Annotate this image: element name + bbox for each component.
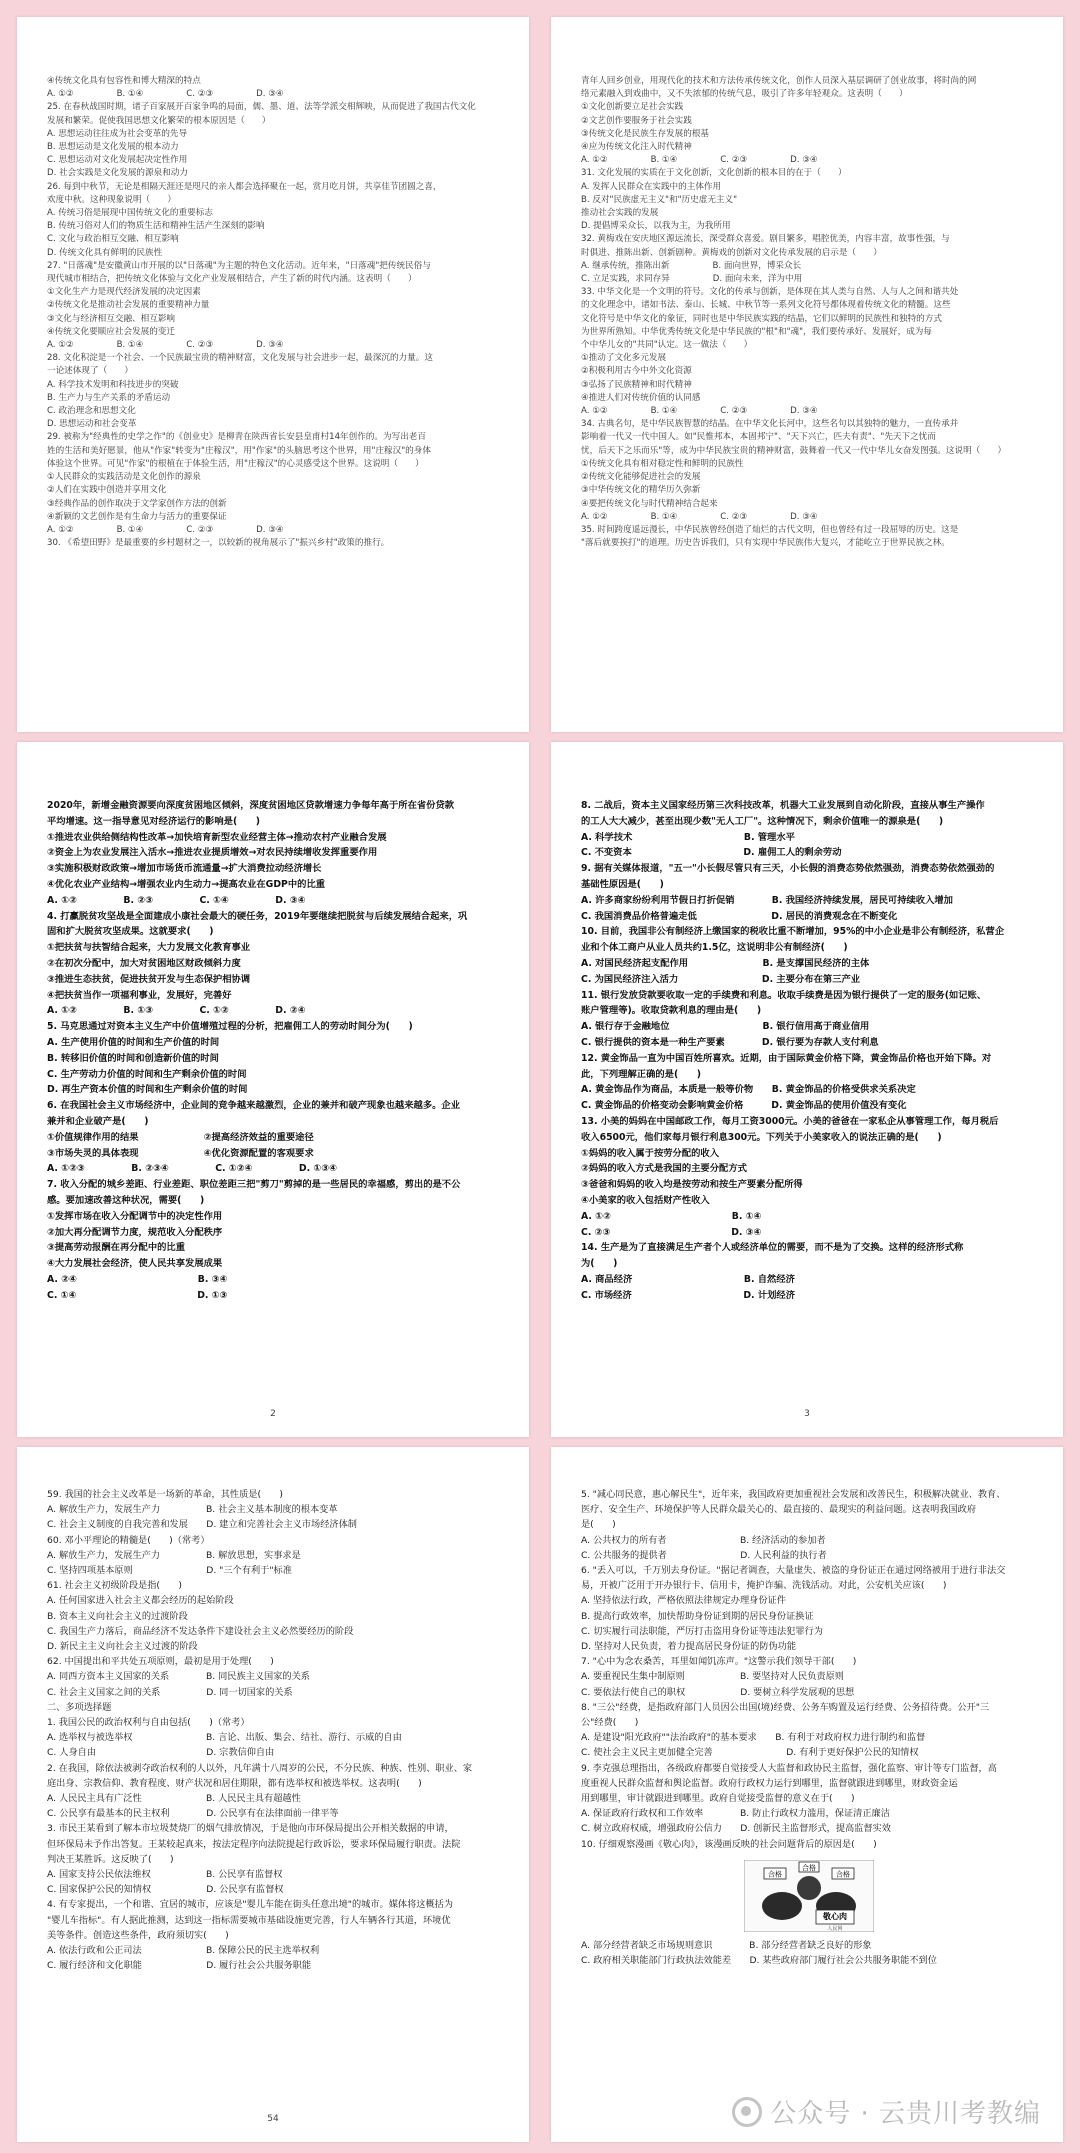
cartoon-drawing	[744, 1860, 874, 1932]
text-line: B. 转移旧价值的时间和创造新价值的时间	[47, 1052, 219, 1064]
text-line: ④传统文化要顺应社会发展的变迁	[47, 326, 176, 337]
text-line: C. ②③ D. ③④	[581, 1226, 762, 1238]
text-line: C. 履行经济和文化职能 D. 履行社会公共服务职能	[47, 1960, 312, 1972]
watermark	[732, 2093, 1041, 2130]
wechat-public-account-icon	[732, 2097, 762, 2127]
text-line: 32. 黄梅戏在安庆地区源远流长，深受群众喜爱。剧目繁多，唱腔优美，内容丰富，故事性强，与	[581, 234, 950, 245]
text-line: C. 不变资本 D. 雇佣工人的剩余劳动	[581, 847, 842, 859]
text-line: A. 人民民主具有广泛性 B. 人民民主具有超越性	[47, 1793, 301, 1805]
text-line: A. 思想运动往往成为社会变革的先导	[47, 128, 188, 139]
text-line: 2. 在我国，除依法被剥夺政治权利的人以外，凡年满十八周岁的公民，不分民族、种族、性别、职业、家	[47, 1762, 473, 1774]
text-line: 易，开被广泛用于开办银行卡、信用卡，掩护诈骗、洗钱活动。对此，公安机关应该( )	[581, 1580, 947, 1592]
text-line: C. 生产劳动力价值的时间和生产剩余价值的时间	[47, 1068, 247, 1080]
text-line: C. 公民享有最基本的民主权利 D. 公民享有在法律面前一律平等	[47, 1808, 339, 1820]
page-1	[17, 17, 529, 732]
text-line: 美等条件。创造这些条件，政府须切实( )	[47, 1929, 229, 1941]
text-line: 医疗、安全生产、环境保护等人民群众最关心的、最直接的、最现实的利益问题。这表明我国政府	[581, 1504, 977, 1516]
page-number: 3	[804, 1409, 810, 1419]
text-line: ②传统文化是推动社会发展的重要精神力量	[47, 300, 210, 311]
text-line: D. 传统文化具有鲜明的民族性	[47, 247, 163, 258]
text-line: 用到哪里，审计就跟进到哪里。政府自觉接受监督的意义在于( )	[581, 1793, 855, 1805]
text-line: 一论述体现了（ ）	[47, 366, 133, 377]
text-line: B. 反对"民族虚无主义"和"历史虚无主义"	[581, 194, 738, 205]
text-line: ①发挥市场在收入分配调节中的决定性作用	[47, 1210, 223, 1222]
text-line: 基础性原因是( )	[581, 878, 664, 890]
text-line: 2020年，新增金融资源要向深度贫困地区倾斜，深度贫困地区贷款增速力争每年高于所在省份贷款	[47, 800, 455, 811]
text-line: ③推进生态扶贫，促进扶贫开发与生态保护相协调	[47, 973, 251, 985]
text-line: 25. 在春秋战国时期，诸子百家展开百家争鸣的局面，儒、墨、道、法等学派交相辉映，从而促进了我国古代文化	[47, 102, 476, 113]
page-2	[551, 17, 1063, 732]
text-line: ④优化农业产业结构→增强农业内生动力→提高农业在GDP中的比重	[47, 878, 326, 890]
text-line: 的工人大大减少，甚至出现少数"无人工厂"。这种情况下，剩余价值唯一的源泉是( )	[581, 815, 944, 827]
text-line: C. 坚持四项基本原则 D. "三个有利于"标准	[47, 1565, 292, 1577]
text-line: 此，下列理解正确的是( )	[581, 1068, 702, 1080]
text-line: A. 科学技术发明和科技进步的突破	[47, 379, 179, 390]
text-line: 欢度中秋。这种现象说明（ ）	[47, 194, 176, 205]
text-line: B. 思想运动是文化发展的根本动力	[47, 142, 179, 153]
text-line: C. 要依法行使自己的职权 D. 要树立科学发展观的思想	[581, 1686, 855, 1698]
text-line: A. 部分经营者缺乏市场规则意识 B. 部分经营者缺乏良好的形象	[581, 1939, 872, 1951]
text-line: ①传统文化具有相对稳定性和鲜明的民族性	[581, 458, 744, 469]
text-line: 庭出身、宗教信仰、教育程度、财产状况和居住期限，都有选举权和被选举权。这表明( )	[47, 1777, 422, 1789]
text-line: ③弘扬了民族精神和时代精神	[581, 379, 692, 390]
text-line: A. 银行存于金融地位 B. 银行信用高于商业信用	[581, 1021, 870, 1033]
text-line: 6. "丢入可以，千万别去身份证。"据记者调查，大量虚失、被盗的身份证正在通过网络被用于进行非法交	[581, 1565, 1006, 1577]
text-line: ③传统文化是民族生存发展的根基	[581, 128, 710, 139]
text-line: C. 市场经济 D. 计划经济	[581, 1289, 796, 1301]
text-line: ①文化创新要立足社会实践	[581, 102, 684, 113]
page-number: 54	[267, 2114, 279, 2124]
text-line: ①妈妈的收入属于按劳分配的收入	[581, 1147, 720, 1159]
text-line: 判决王某胜诉。这反映了( )	[47, 1853, 174, 1865]
text-line: A. 科学技术 B. 管理水平	[581, 831, 795, 843]
text-line: 10. 目前，我国非公有制经济上缴国家的税收比重不断增加，95%的中小企业是非公有制经济，私营企	[581, 926, 1005, 938]
text-line: ①把扶贫与扶智结合起来，大力发展文化教育事业	[47, 942, 251, 954]
text-line: ③提高劳动报酬在再分配中的比重	[47, 1242, 186, 1254]
text-line: C. 人身自由 D. 宗教信仰自由	[47, 1747, 275, 1759]
text-line: C. 黄金饰品的价格变动会影响黄金价格 D. 黄金饰品的使用价值没有变化	[581, 1100, 907, 1112]
text-line: 33. 中华文化是一个文明的符号。文化的传承与创新，是体现在其人类与自然、人与人之间和谐共处	[581, 287, 959, 298]
cartoon-author: 人民网	[827, 1925, 843, 1932]
text-line: D. 提倡博采众长，以我为主，为我所用	[581, 221, 731, 232]
text-line: ①推进农业供给侧结构性改革→加快培育新型农业经营主体→推动农村产业融合发展	[47, 831, 387, 843]
text-line: ②传统文化能够促进社会的发展	[581, 472, 701, 483]
text-line: 体验这个世界。可见"作家"的根植在于体验生活，用"庄稼汉"的心灵感受这个世界。这说明（ ）	[47, 458, 424, 469]
text-line: ②人们在实践中创造并享用文化	[47, 485, 167, 496]
text-line: D. 再生产资本价值的时间和生产剩余价值的时间	[47, 1084, 248, 1096]
text-line: ①推动了文化多元发展	[581, 353, 667, 364]
text-line: 7. 收入分配的城乡差距、行业差距、职位差距三把"剪刀"剪掉的是一些居民的幸福感，剪出的是不公	[47, 1179, 461, 1191]
text-line: A. 要重视民生集中制原则 B. 要坚持对人民负责原则	[581, 1671, 844, 1683]
page-number: 2	[270, 1409, 276, 1419]
text-line: A. 依法行政和公正司法 B. 保障公民的民主选举权利	[47, 1945, 320, 1957]
sign-right-text: 合格	[836, 1870, 850, 1879]
text-line: 青年人回乡创业，用现代化的技术和方法传承传统文化，创作人员深入基层调研了创业故事，将时尚的网	[581, 76, 977, 86]
text-line: 姓的生活和美好愿景，他从"作家"转变为"庄稼汉"，用"作家"的头脑思考这个世界，用"庄稼汉"的身体	[47, 445, 431, 456]
text-line: C. 为国民经济注入活力 D. 主要分布在第三产业	[581, 973, 861, 985]
text-line: 收入6500元，他们家每月银行利息300元。下列关于小美家收入的说法正确的是( )	[581, 1131, 942, 1143]
text-line: 62. 中国提出和平共处五项原则，最初是用于处理( )	[47, 1656, 274, 1668]
text-line: 34. 古典名句，是中华民族智慧的结晶。在中华文化长河中，这些名句以其独特的魅力，一直传承并	[581, 419, 959, 430]
text-line: C. 政治理念和思想文化	[47, 406, 136, 417]
text-line: ④要把传统文化与时代精神结合起来	[581, 498, 718, 509]
text-line: A. ①② B. ①④	[581, 1210, 762, 1222]
text-line: 11. 银行发放贷款要收取一定的手续费和利息。收取手续费是因为银行提供了一定的服务(如记账、	[581, 989, 987, 1001]
text-line: C. 立足实践，求同存异 D. 面向未来，洋为中用	[581, 274, 803, 285]
text-line: 10. 仔细观察漫画《敬心肉》，该漫画反映的社会问题背后的原因是( )	[581, 1838, 877, 1850]
text-line: ③市场失灵的具体表现 ④优化资源配置的客观要求	[47, 1147, 314, 1159]
text-line: 13. 小美的妈妈在中国邮政工作，每月工资3000元。小美的爸爸在一家私企从事管理工作，每月税后	[581, 1115, 999, 1127]
text-line: 27. "日落魂"是安徽黄山市开展的以"日落魂"为主题的特色文化活动。近年来，"日落魂"把传统民俗与	[47, 260, 431, 271]
cartoon-caption: 敬心肉	[823, 1911, 847, 1921]
text-line: A. ①② B. ①④ C. ②③ D. ③④	[581, 155, 818, 166]
text-line: B. 传统习俗对人们的物质生活和精神生活产生深刻的影响	[47, 221, 265, 232]
text-line: A. 坚持依法行政，严格依照法律规定办理身份证件	[581, 1595, 786, 1607]
text-line: ③经典作品的创作取决于文学家创作方法的创新	[47, 498, 227, 509]
text-line: 文化符号是中华文化的象征，同时也是中华民族实践的结晶，它们以鲜明的民族性和独特的方式	[581, 313, 942, 324]
text-line: A. ②④ B. ③④	[47, 1273, 228, 1285]
text-line: D. 社会实践是文化发展的源泉和动力	[47, 168, 188, 179]
text-line: "落后就要挨打"的道理。历史告诉我们，只有实现中华民族伟大复兴，才能屹立于世界民族之林。	[581, 538, 950, 549]
text-line: A. 黄金饰品作为商品，本质是一般等价物 B. 黄金饰品的价格受供求关系决定	[581, 1084, 916, 1096]
watermark-text: 公众号 · 云贵川考教编	[770, 2099, 1041, 2129]
text-line: A. ①② B. ①④ C. ②③ D. ③④	[47, 89, 284, 100]
text-line: ③文化与经济相互交融、相互影响	[47, 313, 176, 324]
text-line: 4. 有专家提出，一个和谐、宜居的城市，应该是"婴儿车能在街头任意出境"的城市。媒体将这概括为	[47, 1899, 454, 1911]
text-line: 固和扩大脱贫攻坚成果。这就要求( )	[47, 926, 214, 938]
text-line: ③中华传统文化的精华历久弥新	[581, 485, 701, 496]
text-line: ④小美家的收入包括财产性收入	[581, 1194, 710, 1206]
text-line: 8. "三公"经费，是指政府部门人员因公出国(境)经费、公务车购置及运行经费、公务招待费。公开"三	[581, 1701, 990, 1713]
text-line: ①人民群众的实践活动是文化创作的源泉	[47, 472, 201, 483]
text-line: 为世界所熟知。中华优秀传统文化是中华民族的"根"和"魂"，我们要传承好、发展好，成为每	[581, 326, 932, 337]
text-line: ③实施积极财政政策→增加市场货币流通量→扩大消费拉动经济增长	[47, 863, 322, 875]
text-line: 平均增速。这一指导意见对经济运行的影响是( )	[47, 815, 261, 827]
page-3	[17, 742, 529, 1437]
text-line: B. 生产力与生产关系的矛盾运动	[47, 392, 171, 403]
text-line: C. 政府相关职能部门行政执法效能差 D. 某些政府部门履行社会公共服务职能不到位	[581, 1955, 937, 1967]
page-3-content	[47, 798, 503, 1304]
text-line: 个中华儿女的"共同"认定。这一做法（ ）	[581, 340, 753, 351]
text-line: ②积极利用古今中外文化资源	[581, 366, 692, 377]
text-line: C. 切实履行司法职能，严厉打击盗用身份证等违法犯罪行为	[581, 1625, 823, 1637]
page-2-content	[581, 75, 1037, 550]
text-line: C. 国家保护公民的知情权 D. 公民享有监督权	[47, 1884, 284, 1896]
text-line: D. 思想运动和社会变革	[47, 419, 137, 430]
text-line: C. 银行提供的资本是一种生产要素 D. 银行要为存款人支付利息	[581, 1036, 879, 1048]
text-line: A. 解放生产力，发展生产力 B. 解放思想，实事求是	[47, 1549, 301, 1561]
text-line: ②文艺创作要服务于社会实践	[581, 115, 692, 126]
text-line: ③爸爸和妈妈的收入均是按劳动和按生产要素分配所得	[581, 1179, 803, 1191]
text-line: 1. 我国公民的政治权利与自由包括( )（常考）	[47, 1717, 250, 1729]
text-line: B. 资本主义向社会主义的过渡阶段	[47, 1610, 188, 1622]
text-line: B. 提高行政效率，加快帮助身份证到期的居民身份证换证	[581, 1610, 814, 1622]
text-line: ②资金上为农业发展注入活水→推进农业提质增效→对农民持续增收发挥重要作用	[47, 847, 378, 859]
text-line: A. ①② B. ①③ C. ①② D. ②④	[47, 1005, 306, 1017]
sign-left-text: 合格	[768, 1870, 782, 1879]
text-line: ①价值规律作用的结果 ②提高经济效益的重要途径	[47, 1131, 314, 1143]
text-line: ②加大再分配调节力度，规范收入分配秩序	[47, 1226, 223, 1238]
text-line: 60. 邓小平理论的精髓是( )（常考）	[47, 1534, 210, 1546]
text-line: C. 我国消费品价格普遍走低 D. 居民的消费观念在不断变化	[581, 910, 898, 922]
text-line: ④推进人们对传统价值的认同感	[581, 392, 701, 403]
text-line: A. 传统习俗是展现中国传统文化的重要标志	[47, 208, 213, 219]
text-line: 但环保局未予作出答复。王某较起真来，按法定程序向法院提起行政诉讼，要求环保局履行职责。法院	[47, 1838, 461, 1850]
text-line: A. ①② B. ①④ C. ②③ D. ③④	[581, 406, 818, 417]
text-line: C. 社会主义国家之间的关系 D. 同一切国家的关系	[47, 1686, 293, 1698]
text-line: ②在初次分配中，加大对贫困地区财政倾斜力度	[47, 957, 241, 969]
text-line: 感。要加速改善这种状况，需要( )	[47, 1194, 205, 1206]
cartoon-illustration	[744, 1860, 874, 1932]
text-line: 5. "减心同民意，惠心解民生"，近年来，我国政府更加重视社会发展和改善民生，积极解决就业、教育、	[581, 1489, 1006, 1500]
sign-center-text: 合格	[802, 1863, 816, 1872]
text-line: 兼并和企业破产是( )	[47, 1115, 149, 1127]
text-line: A. ①② B. ①④ C. ②③ D. ③④	[47, 340, 284, 351]
text-line: 7. "心中为念农桑苦，耳里如闻饥冻声。"这警示我们领导干部( )	[581, 1656, 857, 1668]
text-line: 28. 文化积淀是一个社会、一个民族最宝贵的精神财富，文化发展与社会进步一起，最深沉的力量。这	[47, 353, 433, 364]
text-line: 是( )	[581, 1519, 616, 1531]
text-line: ④大力发展社会经济，使人民共享发展成果	[47, 1258, 223, 1270]
text-line: 14. 生产是为了直接满足生产者个人或经济单位的需要，而不是为了交换。这样的经济形式称	[581, 1242, 964, 1254]
text-line: A. 许多商家纷纷利用节假日打折促销 B. 我国经济持续发展，居民可持续收入增加	[581, 894, 953, 906]
text-line: A. 生产使用价值的时间和生产价值的时间	[47, 1036, 220, 1048]
text-line: 度重视人民群众监督和舆论监督。政府行政权力运行到哪里，监督就跟进到哪里，财政资金运	[581, 1777, 958, 1789]
text-line: 31. 文化发展的实质在于文化创新，文化创新的根本目的在于（ ）	[581, 168, 847, 179]
text-line: A. 是建设"阳光政府""法治政府"的基本要求 B. 有利于对政府权力进行制约和监督	[581, 1732, 926, 1744]
text-line: 9. 据有关媒体报道，"五一"小长假尽管只有三天，小长假的消费态势依然强劲，消费态势依然强劲的	[581, 863, 995, 875]
text-line: ①文化生产力是现代经济发展的决定因素	[47, 287, 201, 298]
text-line: A. 发挥人民群众在实践中的主体作用	[581, 181, 722, 192]
text-line: ④应为传统文化注入时代精神	[581, 142, 692, 153]
text-line: ④把扶贫当作一项福利事业，发展好，完善好	[47, 989, 232, 1001]
text-line: ②妈妈的收入方式是我国的主要分配方式	[581, 1163, 747, 1175]
text-line: 61. 社会主义初级阶段是指( )	[47, 1580, 182, 1592]
text-line: A. ①②③ B. ②③④ C. ①②④ D. ①③④	[47, 1163, 337, 1175]
page-4	[551, 742, 1063, 1437]
text-line: 的文化理念中，诸如书法、泰山、长城、中秋节等一系列文化符号都体现着传统文化的精髓。这些	[581, 300, 951, 311]
page-6	[551, 1447, 1063, 2142]
text-line: 公"经费( )	[581, 1717, 639, 1729]
page-1-content	[47, 75, 503, 550]
text-line: C. 公共服务的提供者 D. 人民利益的执行者	[581, 1549, 827, 1561]
text-line: A. 国家支持公民依法维权 B. 公民享有监督权	[47, 1869, 283, 1881]
text-line: C. 我国生产力落后，商品经济不发达条件下建设社会主义必然要经历的阶段	[47, 1625, 354, 1637]
text-line: A. 选举权与被选举权 B. 言论、出版、集会、结社、游行、示威的自由	[47, 1732, 402, 1744]
page-6-content	[581, 1487, 1037, 1968]
text-line: 12. 黄金饰品一直为中国百姓所喜欢。近期，由于国际黄金价格下降，黄金饰品价格也开始下降。对	[581, 1052, 992, 1064]
text-line: C. 文化与政治相互交融、相互影响	[47, 234, 179, 245]
text-line: C. 社会主义制度的自我完善和发展 D. 建立和完善社会主义市场经济体制	[47, 1519, 357, 1531]
text-line: 络元素融入到戏曲中，又不失浓郁的传统气息，吸引了许多年轻观众。这表明（ ）	[581, 89, 908, 100]
text-line: 现代城市相结合，把传统文化体验与文化产业发展相结合，产生了新的时代内涵。这表明（ ）	[47, 274, 417, 285]
text-line: A. 商品经济 B. 自然经济	[581, 1273, 795, 1285]
text-line: 时俱进、推陈出新、创新剧种。黄梅戏的创新对文化传承发展的启示是（ ）	[581, 247, 882, 258]
text-line: 账户管理等)。收取贷款利息的理由是( )	[581, 1005, 762, 1017]
text-line: 影响着一代又一代中国人。如"民惟邦本，本固邦宁"、"天下兴亡，匹夫有责"、"先天下之忧而	[581, 432, 936, 443]
text-line: 9. 李克强总理指出，各级政府都要自觉接受人大监督和政协民主监督，强化监察、审计等专门监督，高	[581, 1762, 997, 1774]
text-line: 4. 打赢脱贫攻坚战是全面建成小康社会最大的硬任务，2019年要继续把脱贫与后续发展结合起来，巩	[47, 910, 468, 922]
text-line: 忧，后天下之乐而乐"等，成为中华民族宝贵的精神财富，鼓舞着一代又一代中华儿女奋发图强。这说明（ ）	[581, 445, 1007, 456]
text-line: A. 保证政府行政权和工作效率 B. 防止行政权力滥用，保证清正廉洁	[581, 1808, 890, 1820]
text-line: A. 对国民经济起支配作用 B. 是支撑国民经济的主体	[581, 957, 870, 969]
text-line: A. 继承传统，推陈出新 B. 面向世界，博采众长	[581, 260, 802, 271]
text-line: 35. 时间跨度遥远漫长，中华民族曾经创造了灿烂的古代文明，但也曾经有过一段屈辱的历史。这是	[581, 524, 959, 535]
text-line: 59. 我国的社会主义改革是一场新的革命，其性质是( )	[47, 1489, 284, 1500]
text-line: ④传统文化具有包容性和博大精深的特点	[47, 76, 201, 86]
text-line: 26. 每到中秋节，无论是相隔天涯还是咫尺的亲人都会选择聚在一起，赏月吃月饼，共享佳节团圆之喜，	[47, 181, 442, 192]
text-line: C. ①④ D. ①③	[47, 1289, 228, 1301]
text-line: A. ①② B. ①④ C. ②③ D. ③④	[47, 524, 284, 535]
text-line: 二、多项选择题	[47, 1701, 112, 1713]
text-line: A. ①② B. ①④ C. ②③ D. ③④	[581, 511, 818, 522]
text-line: A. 任何国家进入社会主义都会经历的起始阶段	[47, 1595, 234, 1607]
text-line: 5. 马克思通过对资本主义生产中价值增殖过程的分析，把雇佣工人的劳动时间分为( )	[47, 1021, 413, 1033]
page-5-content	[47, 1487, 503, 1974]
text-line: A. 解放生产力，发展生产力 B. 社会主义基本制度的根本变革	[47, 1504, 338, 1516]
text-line: 业和个体工商户从业人员共约1.5亿，这说明非公有制经济( )	[581, 942, 848, 954]
text-line: 推动社会实践的发展	[581, 208, 659, 219]
text-line: 8. 二战后，资本主义国家经历第三次科技改革，机器大工业发展到自动化阶段，直接从事生产操作	[581, 800, 985, 811]
text-line: 为( )	[581, 1258, 618, 1270]
text-line: 发展和繁荣。促使我国思想文化繁荣的根本原因是（ ）	[47, 115, 271, 126]
text-line: 3. 市民王某看到了解本市垃圾焚烧厂的烟气排放情况，于是他向市环保局提出公开相关数据的申请，	[47, 1823, 454, 1835]
text-line: A. 同西方资本主义国家的关系 B. 同民族主义国家的关系	[47, 1671, 310, 1683]
text-line: 30. 《希望田野》是最重要的乡村题材之一，以较新的视角展示了"振兴乡村"政策的推行。	[47, 538, 390, 549]
text-line: ④新颖的文艺创作是有生命力与活力的重要保证	[47, 511, 227, 522]
text-line: C. 使社会主义民主更加健全完善 D. 有利于更好保护公民的知情权	[581, 1747, 919, 1759]
text-line: A. 公共权力的所有者 B. 经济活动的参加者	[581, 1534, 826, 1546]
text-line: 29. 被称为"经典性的史学之作"的《创业史》是柳青在陕西省长安县皇甫村14年创作的。为写出老百	[47, 432, 426, 443]
text-line: "婴儿车指标"。有人据此推测，达到这一指标需要城市基础设施更完善，行人车辆各行其道，环境优	[47, 1914, 451, 1926]
text-line: C. 树立政府权威，增强政府公信力 D. 创新民主监督形式，提高监督实效	[581, 1823, 891, 1835]
text-line: D. 坚持对人民负责，着力提高居民身份证的防伪功能	[581, 1641, 797, 1653]
text-line: C. 思想运动对文化发展起决定性作用	[47, 155, 188, 166]
page-5	[17, 1447, 529, 2142]
text-line: A. ①② B. ②③ C. ①④ D. ③④	[47, 894, 306, 906]
page-4-content	[581, 798, 1037, 1304]
text-line: D. 新民主主义向社会主义过渡的阶段	[47, 1641, 198, 1653]
text-line: 6. 在我国社会主义市场经济中，企业间的竞争越来越激烈，企业的兼并和破产现象也越来越多。企业	[47, 1100, 461, 1112]
